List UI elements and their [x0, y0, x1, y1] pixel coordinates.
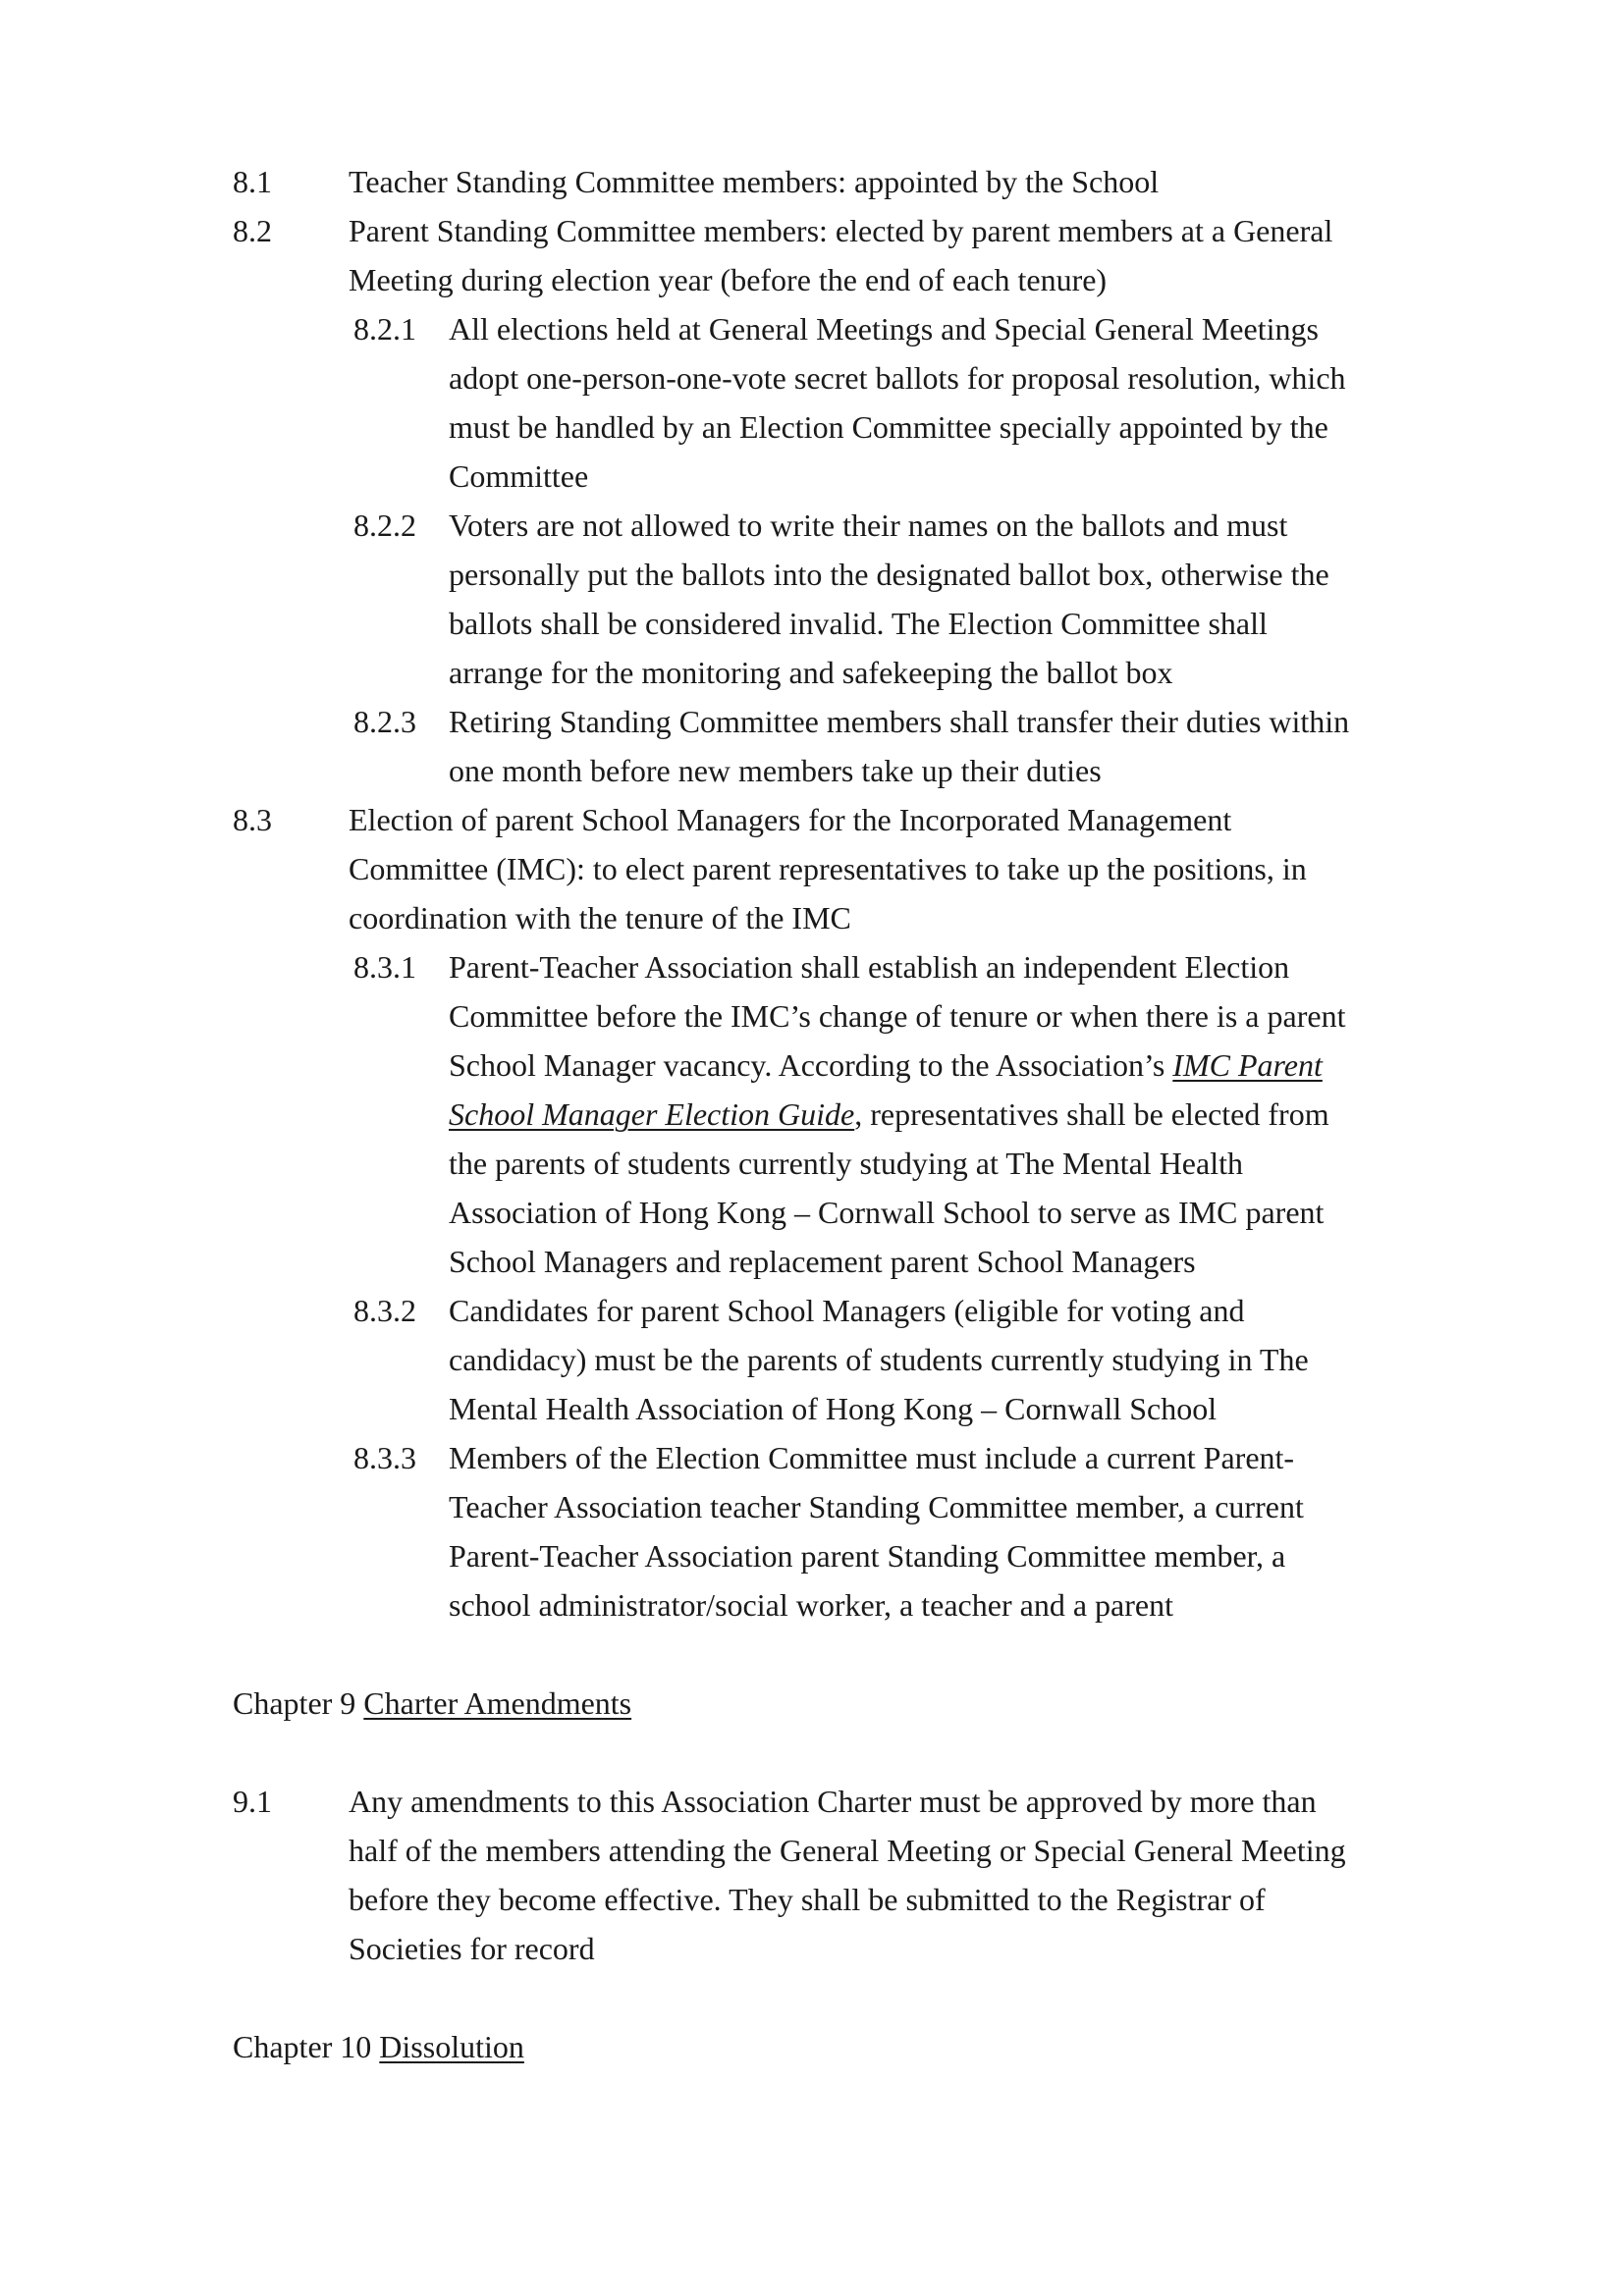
- chapter-10-prefix: Chapter 10: [233, 2029, 380, 2064]
- chapter-9-heading: [233, 1679, 631, 1728]
- section-8-3-1-text: , representatives shall be elected from: [854, 1096, 1329, 1132]
- section-8-2-1-line: Committee: [449, 458, 589, 494]
- section-8-3-2-line: Mental Health Association of Hong Kong – Cornwall School: [449, 1391, 1218, 1426]
- section-8-2-3-line: Retiring Standing Committee members shall transfer their duties within: [449, 704, 1350, 739]
- section-8-2-3-line: one month before new members take up their duties: [449, 753, 1102, 788]
- section-8-3-3-line: Parent-Teacher Association parent Standing Committee member, a: [449, 1538, 1286, 1574]
- election-guide-link[interactable]: School Manager Election Guide: [449, 1096, 855, 1132]
- section-8-3-2-line: Candidates for parent School Managers (eligible for voting and: [449, 1293, 1245, 1328]
- section-8-3-line: Committee (IMC): to elect parent representatives to take up the positions, in: [349, 851, 1307, 886]
- section-8-2-line: Parent Standing Committee members: elected by parent members at a General: [349, 213, 1333, 248]
- section-number-8-2-3: 8.2.3: [353, 704, 416, 739]
- section-8-3-1-line: Association of Hong Kong – Cornwall School to serve as IMC parent: [449, 1195, 1325, 1230]
- section-8-2-2-line: Voters are not allowed to write their names on the ballots and must: [449, 507, 1288, 543]
- section-8-3-line: coordination with the tenure of the IMC: [349, 900, 851, 935]
- section-8-3-3-line: Teacher Association teacher Standing Committee member, a current: [449, 1489, 1304, 1524]
- section-8-1-text: Teacher Standing Committee members: appointed by the School: [349, 164, 1160, 199]
- section-8-3-1-line: Parent-Teacher Association shall establish an independent Election: [449, 949, 1290, 985]
- section-number-8-3-1: 8.3.1: [353, 949, 416, 985]
- section-8-3-1-line: the parents of students currently studying at The Mental Health: [449, 1146, 1243, 1181]
- chapter-10-title: Dissolution: [379, 2029, 524, 2064]
- section-number-8-3: 8.3: [233, 802, 272, 837]
- section-8-3-3-line: Members of the Election Committee must include a current Parent-: [449, 1440, 1295, 1475]
- section-9-1-line: Societies for record: [349, 1931, 595, 1966]
- section-number-8-1: 8.1: [233, 164, 272, 199]
- section-8-2-1-line: adopt one-person-one-vote secret ballots for proposal resolution, which: [449, 360, 1346, 396]
- section-8-2-2-line: arrange for the monitoring and safekeeping the ballot box: [449, 655, 1173, 690]
- section-8-3-2-line: candidacy) must be the parents of students currently studying in The: [449, 1342, 1309, 1377]
- section-number-8-2-2: 8.2.2: [353, 507, 416, 543]
- section-9-1-line: half of the members attending the General Meeting or Special General Meeting: [349, 1833, 1346, 1868]
- chapter-9-title: Charter Amendments: [363, 1685, 632, 1721]
- section-8-2-2-line: personally put the ballots into the designated ballot box, otherwise the: [449, 557, 1329, 592]
- section-8-2-1-line: All elections held at General Meetings and Special General Meetings: [449, 311, 1319, 347]
- section-8-3-1-line: [449, 1041, 1323, 1090]
- section-9-1-line: Any amendments to this Association Charter must be approved by more than: [349, 1784, 1317, 1819]
- section-8-3-1-line: [449, 1090, 1329, 1139]
- section-8-2-line: Meeting during election year (before the end of each tenure): [349, 262, 1108, 297]
- section-8-3-line: Election of parent School Managers for the Incorporated Management: [349, 802, 1232, 837]
- section-8-2-2-line: ballots shall be considered invalid. The Election Committee shall: [449, 606, 1268, 641]
- section-8-3-1-line: School Managers and replacement parent School Managers: [449, 1244, 1196, 1279]
- election-guide-link[interactable]: IMC Parent: [1172, 1047, 1323, 1083]
- section-number-8-2: 8.2: [233, 213, 272, 248]
- section-9-1-line: before they become effective. They shall be submitted to the Registrar of: [349, 1882, 1266, 1917]
- section-8-3-1-line: Committee before the IMC’s change of tenure or when there is a parent: [449, 998, 1346, 1034]
- section-number-8-3-2: 8.3.2: [353, 1293, 416, 1328]
- chapter-10-heading: [233, 2022, 524, 2071]
- section-8-3-3-line: school administrator/social worker, a teacher and a parent: [449, 1587, 1173, 1623]
- section-number-8-3-3: 8.3.3: [353, 1440, 416, 1475]
- section-8-2-1-line: must be handled by an Election Committee specially appointed by the: [449, 409, 1328, 445]
- section-number-9-1: 9.1: [233, 1784, 272, 1819]
- chapter-9-prefix: Chapter 9: [233, 1685, 364, 1721]
- section-number-8-2-1: 8.2.1: [353, 311, 416, 347]
- section-8-3-1-text: School Manager vacancy. According to the Association’s: [449, 1047, 1173, 1083]
